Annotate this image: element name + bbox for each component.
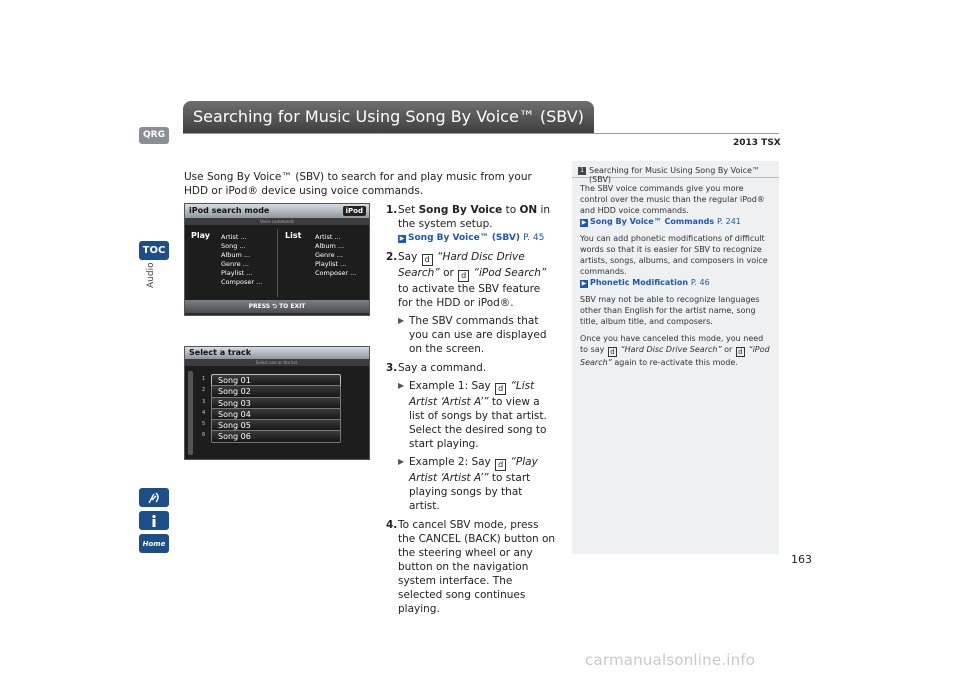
step-3 [386, 361, 556, 513]
info-nav-button[interactable] [139, 511, 169, 530]
column-divider [277, 229, 278, 297]
example-text: to view a list of songs by that artist. Select the desired song to start playing. [409, 396, 547, 450]
bullet-arrow-icon: ▶ [398, 316, 405, 325]
screen-subtitle: Voice commands [185, 218, 369, 225]
note-panel [572, 161, 779, 554]
step-text: Say a command. [398, 362, 487, 374]
model-label: 2013 TSX [733, 138, 781, 148]
play-heading: Play [191, 231, 210, 240]
step-text: to [502, 204, 520, 216]
list-item: Composer ... [315, 269, 357, 277]
track-row [202, 408, 341, 419]
note-title [572, 161, 779, 184]
step-text: Set [398, 204, 419, 216]
note-text: again to re-activate this mode. [611, 358, 738, 367]
note-text: SBV may not be able to recognize languages other than English for the artist name, song title, album title, and composers. [580, 295, 760, 326]
screen-subtitle: Select one or the list. [185, 359, 369, 366]
play-item: Genre ... [221, 260, 249, 268]
voice-icon [147, 491, 161, 505]
note-text: The SBV commands that you can use are displayed on the screen. [409, 315, 547, 355]
voice-command-icon: d [495, 459, 506, 471]
list-item: Artist ... [315, 233, 341, 241]
track-row [202, 419, 341, 431]
note-title-text: Searching for Music Using Song By Voice™ (SBV) [589, 166, 760, 184]
step-text: Say [398, 251, 421, 263]
cross-reference-link[interactable] [580, 217, 741, 226]
voice-command-icon: d [495, 383, 506, 395]
watermark: carmanualsonline.info [585, 651, 756, 669]
step-text: to activate the SBV feature for the HDD or iPod®. [398, 283, 541, 309]
play-item: Song ... [221, 242, 246, 250]
track-list [202, 374, 341, 442]
play-item: Album ... [221, 251, 251, 259]
setting-name: Song By Voice [418, 204, 503, 216]
note-text: or [721, 345, 735, 354]
voice-command: “List Artist ‘Artist A’” [409, 380, 535, 408]
cross-reference-link[interactable] [580, 278, 710, 287]
note-paragraph [580, 333, 771, 368]
bullet-arrow-icon: ▶ [398, 457, 405, 466]
step-note [398, 314, 556, 356]
step-1 [386, 203, 556, 245]
screen-title: iPod search mode [189, 206, 270, 215]
track-number: 5 [202, 421, 206, 428]
note-text: Once you have canceled this mode, you need to say [580, 334, 764, 354]
link-text: Phonetic Modification [590, 278, 689, 287]
voice-command-icon: d [608, 347, 617, 357]
voice-command: “iPod Search” [473, 267, 547, 279]
play-column [191, 231, 210, 240]
list-item: Playlist ... [315, 260, 347, 268]
track-row [202, 374, 341, 385]
voice-command: “Hard Disc Drive Search” [398, 251, 525, 279]
play-item: Composer ... [221, 278, 263, 286]
bullet-arrow-icon: ▶ [398, 381, 405, 390]
track-row [202, 385, 341, 397]
track-label: Song 04 [211, 408, 341, 421]
cross-reference-link[interactable] [398, 231, 556, 245]
link-page: P. 46 [690, 278, 710, 287]
link-text: Song By Voice™ (SBV) [408, 233, 520, 243]
link-page: P. 241 [716, 217, 741, 226]
ipod-badge: iPod [343, 206, 366, 216]
track-number: 4 [202, 409, 206, 416]
link-arrow-icon: ▶ [399, 235, 405, 242]
step-number: 4. [386, 519, 398, 531]
track-label: Song 01 [211, 374, 341, 387]
example-text: Example 2: Say [409, 456, 495, 468]
list-column [285, 231, 301, 240]
note-text: You can add phonetic modifications of difficult words so that it is easier for SBV to recognize artists, songs, albums, and composers in voice commands. [580, 234, 768, 276]
step-4 [386, 518, 556, 616]
track-number: 3 [202, 398, 206, 405]
select-track-screen [184, 346, 370, 460]
voice-command: “Play Artist ‘Artist A’” [409, 456, 538, 484]
step-text: in the system setup. [398, 204, 551, 230]
note-number: 1 [578, 167, 586, 175]
play-list [221, 233, 262, 287]
list-item: Genre ... [315, 251, 343, 259]
scrollbar [188, 371, 193, 455]
note-paragraph [580, 233, 771, 288]
play-item: Artist ... [221, 233, 247, 241]
title-divider [183, 133, 779, 134]
link-page: P. 45 [523, 233, 545, 243]
qrg-tab[interactable]: QRG [139, 127, 169, 144]
page-title: Searching for Music Using Song By Voice™ (SBV) [183, 101, 594, 133]
note-paragraph [580, 294, 771, 327]
note-text: The SBV voice commands give you more control over the music than the regular iPod® and HDD voice commands. [580, 184, 765, 215]
section-label: Audio [146, 262, 156, 288]
link-text: Song By Voice™ Commands [590, 217, 715, 226]
step-text: To cancel SBV mode, press the CANCEL (BACK) button on the steering wheel or any button on the navigation system interface. The selected song continues playing. [398, 519, 556, 615]
track-row [202, 397, 341, 408]
play-item: Playlist ... [221, 269, 253, 277]
track-row [202, 430, 341, 442]
example-text: Example 1: Say [409, 380, 495, 392]
step-number: 3. [386, 362, 398, 374]
info-icon [148, 514, 160, 528]
track-label: Song 03 [211, 397, 341, 410]
step-text: or [439, 267, 458, 279]
screen-footer: PRESS ⮌ TO EXIT [185, 300, 369, 313]
screen-body [185, 225, 369, 300]
track-list-body [185, 366, 369, 460]
track-number: 2 [202, 387, 206, 394]
setting-value: ON [519, 204, 538, 216]
step-number: 2. [386, 251, 398, 263]
voice-command-icon: d [422, 254, 433, 266]
step-2 [386, 250, 556, 356]
voice-command: “Hard Disc Drive Search” [620, 345, 722, 354]
ipod-search-screen [184, 203, 370, 316]
track-label: Song 06 [211, 430, 341, 443]
list-list [315, 233, 356, 278]
intro-text: Use Song By Voice™ (SBV) to search for and play music from your HDD or iPod® device using voice commands. [184, 171, 532, 197]
screen-title: Select a track [185, 347, 369, 359]
track-label: Song 05 [211, 419, 341, 432]
voice-command-icon: d [736, 347, 745, 357]
link-arrow-icon: ▶ [581, 219, 587, 226]
steps-list [386, 203, 556, 621]
example-1 [398, 379, 556, 451]
example-text: to start playing songs by that artist. [409, 472, 531, 512]
track-number: 6 [202, 432, 206, 439]
toc-tab[interactable]: TOC [139, 241, 169, 260]
note-paragraph [580, 183, 771, 227]
voice-command: “iPod Search” [580, 345, 770, 367]
screen-header [185, 204, 369, 218]
home-icon: Home [142, 539, 166, 548]
page-number: 163 [791, 553, 812, 566]
voice-nav-button[interactable] [139, 488, 169, 507]
home-nav-button[interactable] [139, 534, 169, 553]
track-label: Song 02 [211, 385, 341, 398]
track-number: 1 [202, 376, 206, 382]
voice-command-icon: d [458, 270, 469, 282]
list-heading: List [285, 231, 302, 240]
example-2 [398, 455, 556, 513]
list-item: Album ... [315, 242, 345, 250]
note-body [572, 178, 779, 379]
link-arrow-icon: ▶ [581, 280, 587, 287]
step-number: 1. [386, 204, 398, 216]
